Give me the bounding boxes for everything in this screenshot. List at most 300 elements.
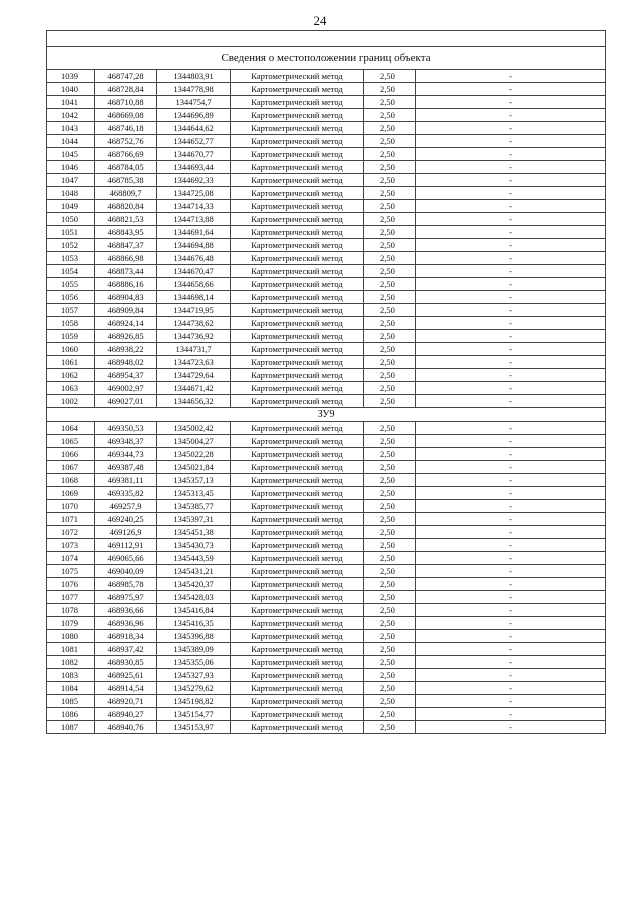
coordinate-y-cell: 1344729,64 <box>157 369 231 382</box>
table-row <box>47 513 606 526</box>
note-cell: - <box>416 708 606 721</box>
table-title: Сведения о местоположении границ объекта <box>47 47 606 70</box>
table-row <box>47 552 606 565</box>
method-cell: Картометрический метод <box>231 539 364 552</box>
coordinate-x-cell: 468930,85 <box>95 656 157 669</box>
point-number-cell: 1069 <box>47 487 95 500</box>
table-row <box>47 604 606 617</box>
coordinate-x-cell: 468784,05 <box>95 161 157 174</box>
method-cell: Картометрический метод <box>231 174 364 187</box>
coordinate-x-cell: 468904,83 <box>95 291 157 304</box>
method-cell: Картометрический метод <box>231 604 364 617</box>
method-cell: Картометрический метод <box>231 369 364 382</box>
note-cell: - <box>416 539 606 552</box>
coordinate-x-cell: 468938,22 <box>95 343 157 356</box>
table-title-row <box>47 47 606 70</box>
accuracy-cell: 2,50 <box>364 96 416 109</box>
note-cell: - <box>416 448 606 461</box>
coordinate-x-cell: 469387,48 <box>95 461 157 474</box>
note-cell: - <box>416 578 606 591</box>
note-cell: - <box>416 213 606 226</box>
coordinate-y-cell: 1344754,7 <box>157 96 231 109</box>
table-row <box>47 474 606 487</box>
method-cell: Картометрический метод <box>231 226 364 239</box>
point-number-cell: 1078 <box>47 604 95 617</box>
table-row <box>47 369 606 382</box>
point-number-cell: 1083 <box>47 669 95 682</box>
accuracy-cell: 2,50 <box>364 70 416 83</box>
point-number-cell: 1042 <box>47 109 95 122</box>
point-number-cell: 1085 <box>47 695 95 708</box>
accuracy-cell: 2,50 <box>364 565 416 578</box>
point-number-cell: 1039 <box>47 70 95 83</box>
note-cell: - <box>416 291 606 304</box>
coordinate-x-cell: 468873,44 <box>95 265 157 278</box>
coordinate-x-cell: 468843,95 <box>95 226 157 239</box>
coordinate-y-cell: 1344738,62 <box>157 317 231 330</box>
note-cell: - <box>416 187 606 200</box>
point-number-cell: 1049 <box>47 200 95 213</box>
coordinate-x-cell: 468728,84 <box>95 83 157 96</box>
point-number-cell: 1052 <box>47 239 95 252</box>
note-cell: - <box>416 278 606 291</box>
coordinate-y-cell: 1345357,13 <box>157 474 231 487</box>
table-row <box>47 395 606 408</box>
accuracy-cell: 2,50 <box>364 109 416 122</box>
point-number-cell: 1046 <box>47 161 95 174</box>
accuracy-cell: 2,50 <box>364 213 416 226</box>
point-number-cell: 1074 <box>47 552 95 565</box>
accuracy-cell: 2,50 <box>364 161 416 174</box>
coordinate-y-cell: 1344676,48 <box>157 252 231 265</box>
note-cell: - <box>416 161 606 174</box>
table-row <box>47 382 606 395</box>
method-cell: Картометрический метод <box>231 656 364 669</box>
table-row <box>47 174 606 187</box>
method-cell: Картометрический метод <box>231 135 364 148</box>
table-row <box>47 330 606 343</box>
point-number-cell: 1045 <box>47 148 95 161</box>
note-cell: - <box>416 135 606 148</box>
point-number-cell: 1043 <box>47 122 95 135</box>
coordinate-x-cell: 469002,97 <box>95 382 157 395</box>
accuracy-cell: 2,50 <box>364 578 416 591</box>
point-number-cell: 1059 <box>47 330 95 343</box>
coordinate-y-cell: 1344694,88 <box>157 239 231 252</box>
table-row <box>47 578 606 591</box>
coordinate-x-cell: 468766,69 <box>95 148 157 161</box>
point-number-cell: 1068 <box>47 474 95 487</box>
coordinate-x-cell: 468669,08 <box>95 109 157 122</box>
coordinate-y-cell: 1344778,98 <box>157 83 231 96</box>
point-number-cell: 1057 <box>47 304 95 317</box>
method-cell: Картометрический метод <box>231 526 364 539</box>
point-number-cell: 1077 <box>47 591 95 604</box>
accuracy-cell: 2,50 <box>364 695 416 708</box>
coordinate-x-cell: 468918,34 <box>95 630 157 643</box>
coordinate-x-cell: 468940,27 <box>95 708 157 721</box>
accuracy-cell: 2,50 <box>364 252 416 265</box>
method-cell: Картометрический метод <box>231 304 364 317</box>
point-number-cell: 1058 <box>47 317 95 330</box>
table-row <box>47 669 606 682</box>
table-row <box>47 343 606 356</box>
coordinate-x-cell: 468747,28 <box>95 70 157 83</box>
accuracy-cell: 2,50 <box>364 669 416 682</box>
coordinate-x-cell: 468809,7 <box>95 187 157 200</box>
method-cell: Картометрический метод <box>231 487 364 500</box>
coordinate-y-cell: 1345313,45 <box>157 487 231 500</box>
note-cell: - <box>416 382 606 395</box>
coordinate-x-cell: 469027,01 <box>95 395 157 408</box>
point-number-cell: 1055 <box>47 278 95 291</box>
accuracy-cell: 2,50 <box>364 461 416 474</box>
accuracy-cell: 2,50 <box>364 187 416 200</box>
table-row <box>47 265 606 278</box>
coordinate-x-cell: 469344,73 <box>95 448 157 461</box>
note-cell: - <box>416 617 606 630</box>
point-number-cell: 1087 <box>47 721 95 734</box>
accuracy-cell: 2,50 <box>364 278 416 291</box>
method-cell: Картометрический метод <box>231 96 364 109</box>
method-cell: Картометрический метод <box>231 343 364 356</box>
note-cell: - <box>416 200 606 213</box>
note-cell: - <box>416 83 606 96</box>
table-row <box>47 252 606 265</box>
point-number-cell: 1064 <box>47 422 95 435</box>
note-cell: - <box>416 122 606 135</box>
coordinate-x-cell: 468985,78 <box>95 578 157 591</box>
accuracy-cell: 2,50 <box>364 539 416 552</box>
note-cell: - <box>416 565 606 578</box>
coordinate-x-cell: 468948,02 <box>95 356 157 369</box>
coordinate-x-cell: 469350,53 <box>95 422 157 435</box>
table-row <box>47 291 606 304</box>
note-cell: - <box>416 96 606 109</box>
coordinate-y-cell: 1344731,7 <box>157 343 231 356</box>
method-cell: Картометрический метод <box>231 708 364 721</box>
note-cell: - <box>416 422 606 435</box>
coordinate-x-cell: 468847,37 <box>95 239 157 252</box>
coordinate-x-cell: 468940,76 <box>95 721 157 734</box>
coordinate-y-cell: 1345416,35 <box>157 617 231 630</box>
top-band-cell <box>47 31 606 47</box>
coordinate-x-cell: 468820,84 <box>95 200 157 213</box>
note-cell: - <box>416 343 606 356</box>
table-row <box>47 500 606 513</box>
coordinate-y-cell: 1345443,59 <box>157 552 231 565</box>
method-cell: Картометрический метод <box>231 721 364 734</box>
point-number-cell: 1063 <box>47 382 95 395</box>
table-row <box>47 461 606 474</box>
coordinate-y-cell: 1344658,66 <box>157 278 231 291</box>
note-cell: - <box>416 656 606 669</box>
note-cell: - <box>416 174 606 187</box>
method-cell: Картометрический метод <box>231 435 364 448</box>
point-number-cell: 1060 <box>47 343 95 356</box>
coordinate-y-cell: 1344670,47 <box>157 265 231 278</box>
coordinate-y-cell: 1345420,37 <box>157 578 231 591</box>
table-row <box>47 526 606 539</box>
note-cell: - <box>416 435 606 448</box>
note-cell: - <box>416 604 606 617</box>
coordinates-table <box>46 30 606 734</box>
accuracy-cell: 2,50 <box>364 591 416 604</box>
table-row <box>47 200 606 213</box>
method-cell: Картометрический метод <box>231 695 364 708</box>
section-label: ЗУ9 <box>47 408 606 422</box>
table-row <box>47 565 606 578</box>
accuracy-cell: 2,50 <box>364 643 416 656</box>
method-cell: Картометрический метод <box>231 513 364 526</box>
note-cell: - <box>416 304 606 317</box>
table-row <box>47 109 606 122</box>
table-row <box>47 708 606 721</box>
method-cell: Картометрический метод <box>231 448 364 461</box>
table-row <box>47 487 606 500</box>
coordinate-y-cell: 1344723,63 <box>157 356 231 369</box>
method-cell: Картометрический метод <box>231 643 364 656</box>
coordinate-x-cell: 469240,25 <box>95 513 157 526</box>
table-row <box>47 317 606 330</box>
method-cell: Картометрический метод <box>231 109 364 122</box>
method-cell: Картометрический метод <box>231 500 364 513</box>
coordinate-y-cell: 1344719,95 <box>157 304 231 317</box>
accuracy-cell: 2,50 <box>364 122 416 135</box>
coordinate-x-cell: 468710,88 <box>95 96 157 109</box>
coordinate-y-cell: 1344725,08 <box>157 187 231 200</box>
table-row <box>47 422 606 435</box>
point-number-cell: 1086 <box>47 708 95 721</box>
coordinate-y-cell: 1345327,93 <box>157 669 231 682</box>
note-cell: - <box>416 330 606 343</box>
coordinates-table-body <box>47 31 606 734</box>
accuracy-cell: 2,50 <box>364 135 416 148</box>
method-cell: Картометрический метод <box>231 565 364 578</box>
method-cell: Картометрический метод <box>231 291 364 304</box>
accuracy-cell: 2,50 <box>364 474 416 487</box>
accuracy-cell: 2,50 <box>364 526 416 539</box>
coordinate-y-cell: 1344691,64 <box>157 226 231 239</box>
note-cell: - <box>416 721 606 734</box>
accuracy-cell: 2,50 <box>364 356 416 369</box>
accuracy-cell: 2,50 <box>364 239 416 252</box>
coordinate-y-cell: 1345431,21 <box>157 565 231 578</box>
coordinate-x-cell: 468936,96 <box>95 617 157 630</box>
method-cell: Картометрический метод <box>231 83 364 96</box>
point-number-cell: 1047 <box>47 174 95 187</box>
note-cell: - <box>416 317 606 330</box>
coordinate-y-cell: 1344693,44 <box>157 161 231 174</box>
coordinate-x-cell: 469381,11 <box>95 474 157 487</box>
point-number-cell: 1061 <box>47 356 95 369</box>
coordinate-y-cell: 1344714,33 <box>157 200 231 213</box>
point-number-cell: 1066 <box>47 448 95 461</box>
accuracy-cell: 2,50 <box>364 487 416 500</box>
coordinate-y-cell: 1345396,88 <box>157 630 231 643</box>
coordinate-y-cell: 1345416,84 <box>157 604 231 617</box>
point-number-cell: 1084 <box>47 682 95 695</box>
note-cell: - <box>416 265 606 278</box>
coordinate-y-cell: 1345430,73 <box>157 539 231 552</box>
coordinate-x-cell: 469112,91 <box>95 539 157 552</box>
table-row <box>47 83 606 96</box>
point-number-cell: 1082 <box>47 656 95 669</box>
point-number-cell: 1065 <box>47 435 95 448</box>
coordinate-y-cell: 1345385,77 <box>157 500 231 513</box>
table-row <box>47 96 606 109</box>
coordinate-x-cell: 468925,61 <box>95 669 157 682</box>
coordinate-x-cell: 468975,97 <box>95 591 157 604</box>
coordinate-y-cell: 1345279,62 <box>157 682 231 695</box>
table-row <box>47 122 606 135</box>
table-row <box>47 239 606 252</box>
method-cell: Картометрический метод <box>231 552 364 565</box>
coordinate-x-cell: 469335,82 <box>95 487 157 500</box>
point-number-cell: 1062 <box>47 369 95 382</box>
coordinate-y-cell: 1345355,06 <box>157 656 231 669</box>
note-cell: - <box>416 526 606 539</box>
method-cell: Картометрический метод <box>231 187 364 200</box>
accuracy-cell: 2,50 <box>364 200 416 213</box>
accuracy-cell: 2,50 <box>364 630 416 643</box>
coordinate-y-cell: 1345389,09 <box>157 643 231 656</box>
note-cell: - <box>416 643 606 656</box>
method-cell: Картометрический метод <box>231 252 364 265</box>
point-number-cell: 1002 <box>47 395 95 408</box>
method-cell: Картометрический метод <box>231 630 364 643</box>
table-row <box>47 617 606 630</box>
table-row <box>47 695 606 708</box>
method-cell: Картометрический метод <box>231 239 364 252</box>
point-number-cell: 1072 <box>47 526 95 539</box>
note-cell: - <box>416 356 606 369</box>
table-row <box>47 721 606 734</box>
method-cell: Картометрический метод <box>231 382 364 395</box>
coordinate-y-cell: 1344670,77 <box>157 148 231 161</box>
note-cell: - <box>416 252 606 265</box>
table-row <box>47 213 606 226</box>
accuracy-cell: 2,50 <box>364 174 416 187</box>
accuracy-cell: 2,50 <box>364 513 416 526</box>
coordinate-x-cell: 468785,38 <box>95 174 157 187</box>
table-row <box>47 187 606 200</box>
table-row <box>47 643 606 656</box>
method-cell: Картометрический метод <box>231 682 364 695</box>
method-cell: Картометрический метод <box>231 161 364 174</box>
accuracy-cell: 2,50 <box>364 395 416 408</box>
table-row <box>47 226 606 239</box>
method-cell: Картометрический метод <box>231 422 364 435</box>
accuracy-cell: 2,50 <box>364 617 416 630</box>
method-cell: Картометрический метод <box>231 356 364 369</box>
point-number-cell: 1054 <box>47 265 95 278</box>
table-row <box>47 630 606 643</box>
coordinate-x-cell: 468954,37 <box>95 369 157 382</box>
coordinate-x-cell: 468937,42 <box>95 643 157 656</box>
method-cell: Картометрический метод <box>231 578 364 591</box>
coordinate-x-cell: 468821,53 <box>95 213 157 226</box>
method-cell: Картометрический метод <box>231 317 364 330</box>
method-cell: Картометрический метод <box>231 461 364 474</box>
point-number-cell: 1076 <box>47 578 95 591</box>
accuracy-cell: 2,50 <box>364 148 416 161</box>
coordinate-y-cell: 1345428,03 <box>157 591 231 604</box>
method-cell: Картометрический метод <box>231 200 364 213</box>
point-number-cell: 1071 <box>47 513 95 526</box>
point-number-cell: 1075 <box>47 565 95 578</box>
point-number-cell: 1070 <box>47 500 95 513</box>
method-cell: Картометрический метод <box>231 669 364 682</box>
table-row <box>47 70 606 83</box>
accuracy-cell: 2,50 <box>364 291 416 304</box>
point-number-cell: 1040 <box>47 83 95 96</box>
coordinate-y-cell: 1344803,91 <box>157 70 231 83</box>
method-cell: Картометрический метод <box>231 278 364 291</box>
accuracy-cell: 2,50 <box>364 435 416 448</box>
accuracy-cell: 2,50 <box>364 343 416 356</box>
coordinate-x-cell: 468866,98 <box>95 252 157 265</box>
accuracy-cell: 2,50 <box>364 682 416 695</box>
note-cell: - <box>416 591 606 604</box>
coordinate-x-cell: 468936,66 <box>95 604 157 617</box>
coordinate-y-cell: 1344652,77 <box>157 135 231 148</box>
note-cell: - <box>416 109 606 122</box>
accuracy-cell: 2,50 <box>364 304 416 317</box>
note-cell: - <box>416 226 606 239</box>
note-cell: - <box>416 669 606 682</box>
note-cell: - <box>416 513 606 526</box>
accuracy-cell: 2,50 <box>364 708 416 721</box>
accuracy-cell: 2,50 <box>364 552 416 565</box>
accuracy-cell: 2,50 <box>364 369 416 382</box>
table-row <box>47 539 606 552</box>
coordinate-y-cell: 1345397,31 <box>157 513 231 526</box>
point-number-cell: 1067 <box>47 461 95 474</box>
top-band <box>47 31 606 47</box>
coordinate-y-cell: 1345154,77 <box>157 708 231 721</box>
note-cell: - <box>416 461 606 474</box>
note-cell: - <box>416 552 606 565</box>
coordinate-x-cell: 468920,71 <box>95 695 157 708</box>
note-cell: - <box>416 682 606 695</box>
coordinate-x-cell: 469348,37 <box>95 435 157 448</box>
table-row <box>47 591 606 604</box>
coordinate-x-cell: 468746,18 <box>95 122 157 135</box>
table-row <box>47 435 606 448</box>
coordinate-y-cell: 1345022,28 <box>157 448 231 461</box>
coordinate-y-cell: 1345021,84 <box>157 461 231 474</box>
coordinate-y-cell: 1344656,32 <box>157 395 231 408</box>
coordinate-y-cell: 1344698,14 <box>157 291 231 304</box>
coordinate-x-cell: 468886,16 <box>95 278 157 291</box>
accuracy-cell: 2,50 <box>364 330 416 343</box>
note-cell: - <box>416 369 606 382</box>
method-cell: Картометрический метод <box>231 330 364 343</box>
coordinate-x-cell: 469126,9 <box>95 526 157 539</box>
table-row <box>47 148 606 161</box>
coordinate-x-cell: 468914,54 <box>95 682 157 695</box>
coordinates-sheet <box>46 30 605 734</box>
accuracy-cell: 2,50 <box>364 656 416 669</box>
note-cell: - <box>416 70 606 83</box>
method-cell: Картометрический метод <box>231 265 364 278</box>
point-number-cell: 1051 <box>47 226 95 239</box>
table-row <box>47 304 606 317</box>
method-cell: Картометрический метод <box>231 70 364 83</box>
coordinate-y-cell: 1344644,62 <box>157 122 231 135</box>
accuracy-cell: 2,50 <box>364 721 416 734</box>
